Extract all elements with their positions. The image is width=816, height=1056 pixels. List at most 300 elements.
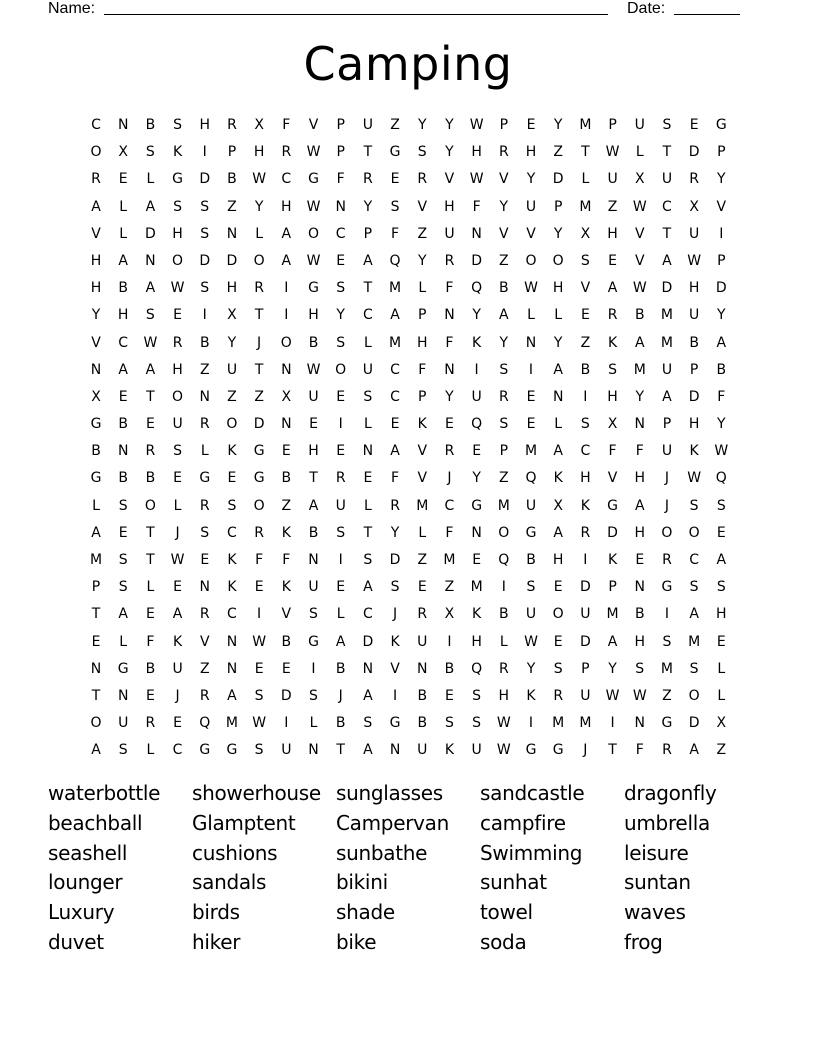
- grid-letter[interactable]: U: [525, 198, 537, 215]
- grid-letter[interactable]: W: [306, 361, 321, 378]
- grid-letter[interactable]: F: [445, 280, 454, 297]
- grid-letter[interactable]: G: [172, 171, 183, 188]
- grid-letter[interactable]: H: [498, 687, 510, 704]
- grid-letter[interactable]: S: [526, 579, 536, 596]
- grid-letter[interactable]: C: [91, 117, 101, 133]
- grid-letter[interactable]: O: [498, 524, 510, 541]
- grid-letter[interactable]: R: [172, 334, 183, 351]
- grid-letter[interactable]: T: [309, 470, 318, 487]
- grid-letter[interactable]: Q: [199, 715, 211, 732]
- grid-letter[interactable]: A: [118, 252, 128, 269]
- grid-letter[interactable]: D: [199, 171, 211, 188]
- grid-letter[interactable]: B: [689, 334, 699, 351]
- grid-letter[interactable]: Z: [499, 252, 509, 269]
- grid-letter[interactable]: F: [418, 361, 427, 378]
- grid-letter[interactable]: B: [91, 443, 101, 460]
- grid-letter[interactable]: P: [336, 144, 345, 161]
- grid-letter[interactable]: W: [496, 715, 511, 732]
- grid-letter[interactable]: O: [552, 606, 564, 623]
- grid-letter[interactable]: H: [172, 361, 183, 378]
- grid-letter[interactable]: J: [338, 687, 343, 704]
- grid-letter[interactable]: E: [173, 307, 182, 324]
- grid-letter[interactable]: D: [144, 225, 156, 242]
- grid-letter[interactable]: F: [445, 524, 454, 541]
- grid-letter[interactable]: R: [227, 117, 237, 133]
- grid-letter[interactable]: N: [471, 524, 482, 541]
- grid-letter[interactable]: W: [306, 198, 321, 215]
- grid-letter[interactable]: V: [499, 171, 509, 188]
- grid-letter[interactable]: R: [498, 660, 509, 677]
- grid-letter[interactable]: K: [553, 470, 563, 487]
- grid-letter[interactable]: C: [118, 334, 129, 351]
- grid-letter[interactable]: K: [580, 497, 590, 514]
- grid-letter[interactable]: E: [254, 579, 264, 596]
- grid-letter[interactable]: L: [146, 579, 155, 596]
- grid-letter[interactable]: M: [389, 334, 402, 351]
- grid-letter[interactable]: D: [579, 633, 591, 650]
- grid-letter[interactable]: N: [281, 361, 292, 378]
- grid-letter[interactable]: U: [362, 117, 373, 133]
- grid-letter[interactable]: E: [472, 552, 482, 568]
- grid-letter[interactable]: W: [687, 470, 702, 487]
- grid-letter[interactable]: N: [634, 715, 645, 732]
- grid-letter[interactable]: N: [199, 388, 210, 405]
- grid-letter[interactable]: U: [661, 443, 673, 460]
- grid-letter[interactable]: K: [281, 524, 291, 541]
- grid-letter[interactable]: R: [199, 606, 210, 623]
- grid-letter[interactable]: V: [580, 280, 591, 297]
- grid-letter[interactable]: M: [89, 552, 103, 568]
- grid-letter[interactable]: D: [280, 687, 292, 704]
- grid-letter[interactable]: U: [689, 307, 700, 324]
- grid-letter[interactable]: B: [417, 687, 428, 704]
- grid-letter[interactable]: K: [472, 334, 482, 351]
- grid-letter[interactable]: Y: [254, 198, 264, 215]
- grid-letter[interactable]: Y: [445, 388, 454, 405]
- grid-letter[interactable]: H: [308, 443, 319, 460]
- grid-letter[interactable]: L: [119, 225, 128, 242]
- grid-letter[interactable]: U: [281, 742, 292, 759]
- grid-letter[interactable]: Y: [553, 225, 563, 242]
- grid-letter[interactable]: W: [170, 552, 185, 568]
- grid-letter[interactable]: A: [634, 334, 645, 351]
- word-search-grid[interactable]: [84, 112, 737, 765]
- grid-letter[interactable]: E: [173, 470, 182, 487]
- grid-letter[interactable]: Z: [607, 198, 618, 215]
- grid-letter[interactable]: I: [311, 660, 316, 677]
- grid-letter[interactable]: V: [417, 443, 428, 460]
- grid-letter[interactable]: I: [392, 687, 398, 704]
- grid-letter[interactable]: Y: [608, 660, 617, 677]
- grid-letter[interactable]: K: [417, 416, 427, 433]
- grid-letter[interactable]: E: [118, 171, 128, 188]
- grid-letter[interactable]: N: [226, 633, 238, 650]
- grid-letter[interactable]: T: [91, 606, 101, 623]
- grid-letter[interactable]: N: [199, 579, 210, 596]
- grid-letter[interactable]: S: [499, 361, 509, 378]
- grid-letter[interactable]: O: [90, 144, 102, 161]
- grid-letter[interactable]: O: [226, 416, 238, 433]
- grid-letter[interactable]: P: [717, 252, 726, 269]
- grid-letter[interactable]: B: [716, 361, 727, 378]
- grid-letter[interactable]: O: [335, 361, 347, 378]
- grid-letter[interactable]: U: [172, 416, 183, 433]
- grid-letter[interactable]: S: [608, 361, 617, 378]
- grid-letter[interactable]: H: [471, 144, 482, 161]
- grid-letter[interactable]: P: [662, 416, 672, 433]
- grid-letter[interactable]: Z: [499, 470, 509, 487]
- grid-letter[interactable]: V: [199, 633, 210, 650]
- grid-letter[interactable]: L: [200, 443, 209, 460]
- grid-letter[interactable]: H: [634, 524, 646, 541]
- grid-letter[interactable]: C: [390, 388, 400, 405]
- grid-letter[interactable]: F: [146, 633, 155, 650]
- grid-letter[interactable]: I: [583, 388, 588, 405]
- grid-letter[interactable]: M: [470, 579, 483, 596]
- grid-letter[interactable]: K: [607, 334, 618, 351]
- grid-letter[interactable]: A: [281, 252, 292, 269]
- grid-letter[interactable]: U: [471, 742, 482, 759]
- grid-letter[interactable]: X: [444, 606, 455, 623]
- grid-letter[interactable]: U: [335, 497, 346, 514]
- grid-letter[interactable]: W: [632, 198, 647, 215]
- grid-letter[interactable]: U: [471, 388, 482, 405]
- grid-letter[interactable]: K: [281, 579, 291, 596]
- grid-letter[interactable]: G: [308, 171, 319, 188]
- grid-letter[interactable]: B: [499, 280, 509, 297]
- grid-letter[interactable]: E: [309, 416, 318, 433]
- grid-letter[interactable]: G: [607, 497, 618, 514]
- grid-letter[interactable]: X: [580, 225, 591, 242]
- grid-letter[interactable]: N: [417, 660, 428, 677]
- grid-letter[interactable]: W: [306, 144, 321, 161]
- grid-letter[interactable]: H: [634, 633, 646, 650]
- grid-letter[interactable]: E: [281, 443, 291, 460]
- grid-letter[interactable]: Y: [717, 171, 726, 188]
- grid-letter[interactable]: Q: [471, 660, 483, 677]
- grid-letter[interactable]: E: [336, 579, 346, 596]
- grid-letter[interactable]: A: [499, 307, 509, 324]
- grid-letter[interactable]: C: [362, 307, 373, 324]
- grid-letter[interactable]: C: [172, 742, 183, 759]
- grid-letter[interactable]: D: [389, 552, 401, 568]
- grid-letter[interactable]: U: [689, 225, 700, 242]
- grid-letter[interactable]: E: [145, 416, 155, 433]
- grid-letter[interactable]: U: [634, 117, 645, 133]
- grid-letter[interactable]: G: [199, 742, 211, 759]
- grid-letter[interactable]: S: [662, 633, 672, 650]
- grid-letter[interactable]: G: [308, 280, 319, 297]
- grid-letter[interactable]: G: [90, 470, 102, 487]
- grid-letter[interactable]: S: [145, 307, 155, 324]
- grid-letter[interactable]: E: [173, 715, 182, 732]
- grid-letter[interactable]: W: [524, 633, 538, 650]
- grid-letter[interactable]: J: [583, 742, 588, 759]
- grid-letter[interactable]: A: [662, 252, 672, 269]
- grid-letter[interactable]: D: [253, 416, 265, 433]
- grid-letter[interactable]: Q: [471, 416, 483, 433]
- grid-letter[interactable]: A: [689, 606, 699, 623]
- grid-letter[interactable]: E: [689, 117, 699, 133]
- grid-letter[interactable]: W: [714, 443, 729, 460]
- grid-letter[interactable]: N: [90, 660, 102, 677]
- grid-letter[interactable]: M: [552, 715, 565, 732]
- grid-letter[interactable]: E: [526, 388, 536, 405]
- grid-letter[interactable]: N: [281, 416, 292, 433]
- grid-letter[interactable]: B: [145, 470, 156, 487]
- grid-letter[interactable]: O: [172, 388, 184, 405]
- grid-letter[interactable]: Z: [227, 388, 237, 405]
- grid-letter[interactable]: R: [662, 552, 672, 568]
- grid-letter[interactable]: B: [199, 334, 210, 351]
- grid-letter[interactable]: R: [498, 144, 509, 161]
- grid-letter[interactable]: N: [117, 687, 129, 704]
- grid-letter[interactable]: U: [362, 361, 373, 378]
- grid-letter[interactable]: T: [363, 524, 373, 541]
- grid-letter[interactable]: V: [91, 225, 101, 242]
- grid-letter[interactable]: F: [391, 225, 400, 242]
- grid-letter[interactable]: P: [336, 117, 345, 133]
- grid-letter[interactable]: Q: [498, 552, 510, 568]
- grid-letter[interactable]: S: [200, 524, 210, 541]
- grid-letter[interactable]: E: [336, 252, 346, 269]
- grid-letter[interactable]: C: [580, 443, 591, 460]
- grid-letter[interactable]: C: [281, 171, 292, 188]
- grid-letter[interactable]: P: [499, 443, 509, 460]
- grid-letter[interactable]: V: [444, 171, 455, 188]
- grid-letter[interactable]: K: [227, 579, 237, 596]
- grid-letter[interactable]: A: [553, 361, 563, 378]
- grid-letter[interactable]: C: [227, 524, 237, 541]
- grid-letter[interactable]: A: [91, 742, 101, 759]
- grid-letter[interactable]: S: [390, 579, 400, 596]
- grid-letter[interactable]: U: [172, 660, 183, 677]
- grid-letter[interactable]: I: [202, 307, 207, 324]
- grid-letter[interactable]: L: [336, 606, 345, 623]
- grid-letter[interactable]: N: [90, 361, 102, 378]
- grid-letter[interactable]: Y: [635, 388, 645, 405]
- grid-letter[interactable]: I: [447, 633, 452, 650]
- grid-letter[interactable]: K: [227, 443, 237, 460]
- grid-letter[interactable]: T: [363, 144, 373, 161]
- grid-letter[interactable]: U: [607, 171, 618, 188]
- grid-letter[interactable]: Y: [472, 470, 481, 487]
- grid-letter[interactable]: C: [362, 606, 373, 623]
- grid-letter[interactable]: H: [552, 552, 564, 568]
- grid-letter[interactable]: V: [634, 252, 645, 269]
- grid-letter[interactable]: B: [145, 660, 156, 677]
- grid-letter[interactable]: B: [634, 606, 645, 623]
- grid-letter[interactable]: O: [688, 524, 700, 541]
- grid-letter[interactable]: Q: [715, 470, 727, 487]
- grid-letter[interactable]: J: [664, 470, 669, 487]
- grid-letter[interactable]: W: [469, 171, 484, 188]
- grid-letter[interactable]: S: [390, 198, 400, 215]
- grid-letter[interactable]: U: [661, 361, 673, 378]
- grid-letter[interactable]: R: [199, 687, 210, 704]
- grid-letter[interactable]: G: [525, 524, 537, 541]
- grid-letter[interactable]: H: [90, 252, 102, 269]
- grid-letter[interactable]: L: [92, 497, 100, 514]
- grid-letter[interactable]: I: [202, 144, 207, 161]
- grid-letter[interactable]: U: [580, 606, 591, 623]
- grid-letter[interactable]: T: [662, 144, 672, 161]
- grid-letter[interactable]: S: [716, 497, 726, 514]
- grid-letter[interactable]: Z: [199, 361, 210, 378]
- grid-letter[interactable]: E: [472, 443, 482, 460]
- grid-letter[interactable]: S: [336, 334, 346, 351]
- grid-letter[interactable]: Z: [444, 579, 455, 596]
- grid-letter[interactable]: A: [118, 606, 128, 623]
- grid-letter[interactable]: Y: [526, 660, 536, 677]
- grid-letter[interactable]: J: [257, 334, 262, 351]
- grid-letter[interactable]: L: [554, 307, 563, 324]
- grid-letter[interactable]: I: [338, 416, 343, 433]
- grid-letter[interactable]: S: [553, 660, 563, 677]
- grid-letter[interactable]: R: [199, 497, 210, 514]
- grid-letter[interactable]: L: [418, 280, 427, 297]
- grid-letter[interactable]: E: [254, 660, 264, 677]
- grid-letter[interactable]: F: [635, 443, 644, 460]
- grid-letter[interactable]: F: [391, 470, 400, 487]
- grid-letter[interactable]: O: [144, 497, 156, 514]
- grid-letter[interactable]: P: [581, 660, 590, 677]
- grid-letter[interactable]: B: [145, 117, 156, 133]
- grid-letter[interactable]: I: [719, 225, 724, 242]
- grid-letter[interactable]: W: [143, 334, 158, 351]
- grid-letter[interactable]: R: [390, 497, 400, 514]
- grid-letter[interactable]: W: [687, 252, 702, 269]
- grid-letter[interactable]: L: [717, 660, 726, 677]
- grid-letter[interactable]: S: [145, 144, 155, 161]
- grid-letter[interactable]: X: [118, 144, 128, 161]
- grid-letter[interactable]: X: [227, 307, 237, 324]
- grid-letter[interactable]: N: [226, 225, 238, 242]
- grid-letter[interactable]: A: [172, 606, 183, 623]
- grid-letter[interactable]: W: [605, 144, 620, 161]
- grid-letter[interactable]: Q: [525, 470, 537, 487]
- grid-letter[interactable]: H: [416, 334, 428, 351]
- grid-letter[interactable]: S: [336, 524, 346, 541]
- grid-letter[interactable]: P: [418, 307, 427, 324]
- grid-letter[interactable]: K: [607, 552, 618, 568]
- grid-letter[interactable]: P: [553, 198, 563, 215]
- grid-letter[interactable]: H: [607, 388, 618, 405]
- grid-letter[interactable]: S: [363, 388, 373, 405]
- grid-letter[interactable]: W: [306, 252, 321, 269]
- grid-letter[interactable]: B: [281, 470, 292, 487]
- grid-letter[interactable]: F: [635, 742, 644, 759]
- grid-letter[interactable]: K: [227, 552, 237, 568]
- grid-letter[interactable]: M: [606, 606, 619, 623]
- grid-letter[interactable]: E: [336, 388, 346, 405]
- grid-letter[interactable]: J: [175, 524, 180, 541]
- grid-letter[interactable]: J: [447, 470, 452, 487]
- grid-letter[interactable]: X: [607, 416, 618, 433]
- grid-letter[interactable]: A: [689, 742, 699, 759]
- grid-letter[interactable]: I: [610, 715, 615, 732]
- grid-letter[interactable]: N: [471, 225, 482, 242]
- grid-letter[interactable]: I: [338, 552, 343, 568]
- grid-letter[interactable]: Y: [717, 416, 726, 433]
- grid-letter[interactable]: S: [336, 280, 346, 297]
- grid-letter[interactable]: E: [200, 552, 210, 568]
- grid-letter[interactable]: R: [145, 715, 156, 732]
- grid-letter[interactable]: B: [580, 361, 591, 378]
- grid-letter[interactable]: E: [716, 524, 726, 541]
- grid-letter[interactable]: V: [91, 334, 101, 351]
- grid-letter[interactable]: E: [716, 633, 726, 650]
- grid-letter[interactable]: V: [526, 225, 536, 242]
- grid-letter[interactable]: R: [662, 742, 672, 759]
- grid-letter[interactable]: S: [227, 497, 237, 514]
- grid-letter[interactable]: K: [472, 606, 482, 623]
- grid-letter[interactable]: V: [634, 225, 645, 242]
- grid-letter[interactable]: M: [416, 497, 429, 514]
- grid-letter[interactable]: E: [173, 579, 182, 596]
- grid-letter[interactable]: L: [554, 416, 563, 433]
- grid-letter[interactable]: G: [661, 715, 673, 732]
- grid-letter[interactable]: A: [662, 388, 672, 405]
- grid-letter[interactable]: L: [173, 497, 182, 514]
- grid-letter[interactable]: E: [363, 470, 373, 487]
- grid-letter[interactable]: D: [471, 252, 483, 269]
- grid-letter[interactable]: O: [172, 252, 184, 269]
- grid-letter[interactable]: S: [580, 416, 590, 433]
- grid-letter[interactable]: H: [525, 144, 537, 161]
- grid-letter[interactable]: L: [527, 307, 535, 324]
- grid-letter[interactable]: D: [715, 280, 727, 297]
- grid-letter[interactable]: U: [417, 742, 428, 759]
- grid-letter[interactable]: H: [117, 307, 129, 324]
- grid-letter[interactable]: Y: [445, 144, 454, 161]
- grid-letter[interactable]: A: [716, 334, 727, 351]
- grid-letter[interactable]: L: [717, 687, 726, 704]
- grid-letter[interactable]: R: [145, 443, 156, 460]
- grid-letter[interactable]: R: [607, 307, 618, 324]
- grid-letter[interactable]: Q: [389, 252, 401, 269]
- grid-letter[interactable]: A: [363, 579, 373, 596]
- grid-letter[interactable]: R: [498, 388, 509, 405]
- grid-letter[interactable]: D: [688, 144, 700, 161]
- grid-letter[interactable]: E: [526, 117, 536, 133]
- grid-letter[interactable]: N: [335, 198, 346, 215]
- grid-letter[interactable]: P: [363, 225, 373, 242]
- grid-letter[interactable]: Z: [390, 117, 400, 133]
- grid-letter[interactable]: S: [200, 198, 210, 215]
- grid-letter[interactable]: G: [308, 633, 319, 650]
- grid-letter[interactable]: N: [444, 361, 455, 378]
- grid-letter[interactable]: B: [634, 307, 645, 324]
- grid-letter[interactable]: K: [390, 633, 400, 650]
- grid-letter[interactable]: W: [632, 687, 647, 704]
- grid-letter[interactable]: Z: [580, 334, 591, 351]
- grid-letter[interactable]: B: [499, 606, 509, 623]
- grid-letter[interactable]: S: [472, 715, 482, 732]
- grid-letter[interactable]: S: [200, 280, 210, 297]
- grid-letter[interactable]: U: [308, 388, 319, 405]
- name-field[interactable]: [104, 14, 608, 15]
- grid-letter[interactable]: A: [607, 633, 618, 650]
- grid-letter[interactable]: W: [524, 280, 538, 297]
- grid-letter[interactable]: W: [170, 280, 185, 297]
- grid-letter[interactable]: T: [146, 552, 155, 568]
- grid-letter[interactable]: Y: [499, 198, 509, 215]
- grid-letter[interactable]: D: [607, 524, 618, 541]
- grid-letter[interactable]: K: [444, 742, 455, 759]
- grid-letter[interactable]: P: [227, 144, 237, 161]
- grid-letter[interactable]: P: [91, 579, 101, 596]
